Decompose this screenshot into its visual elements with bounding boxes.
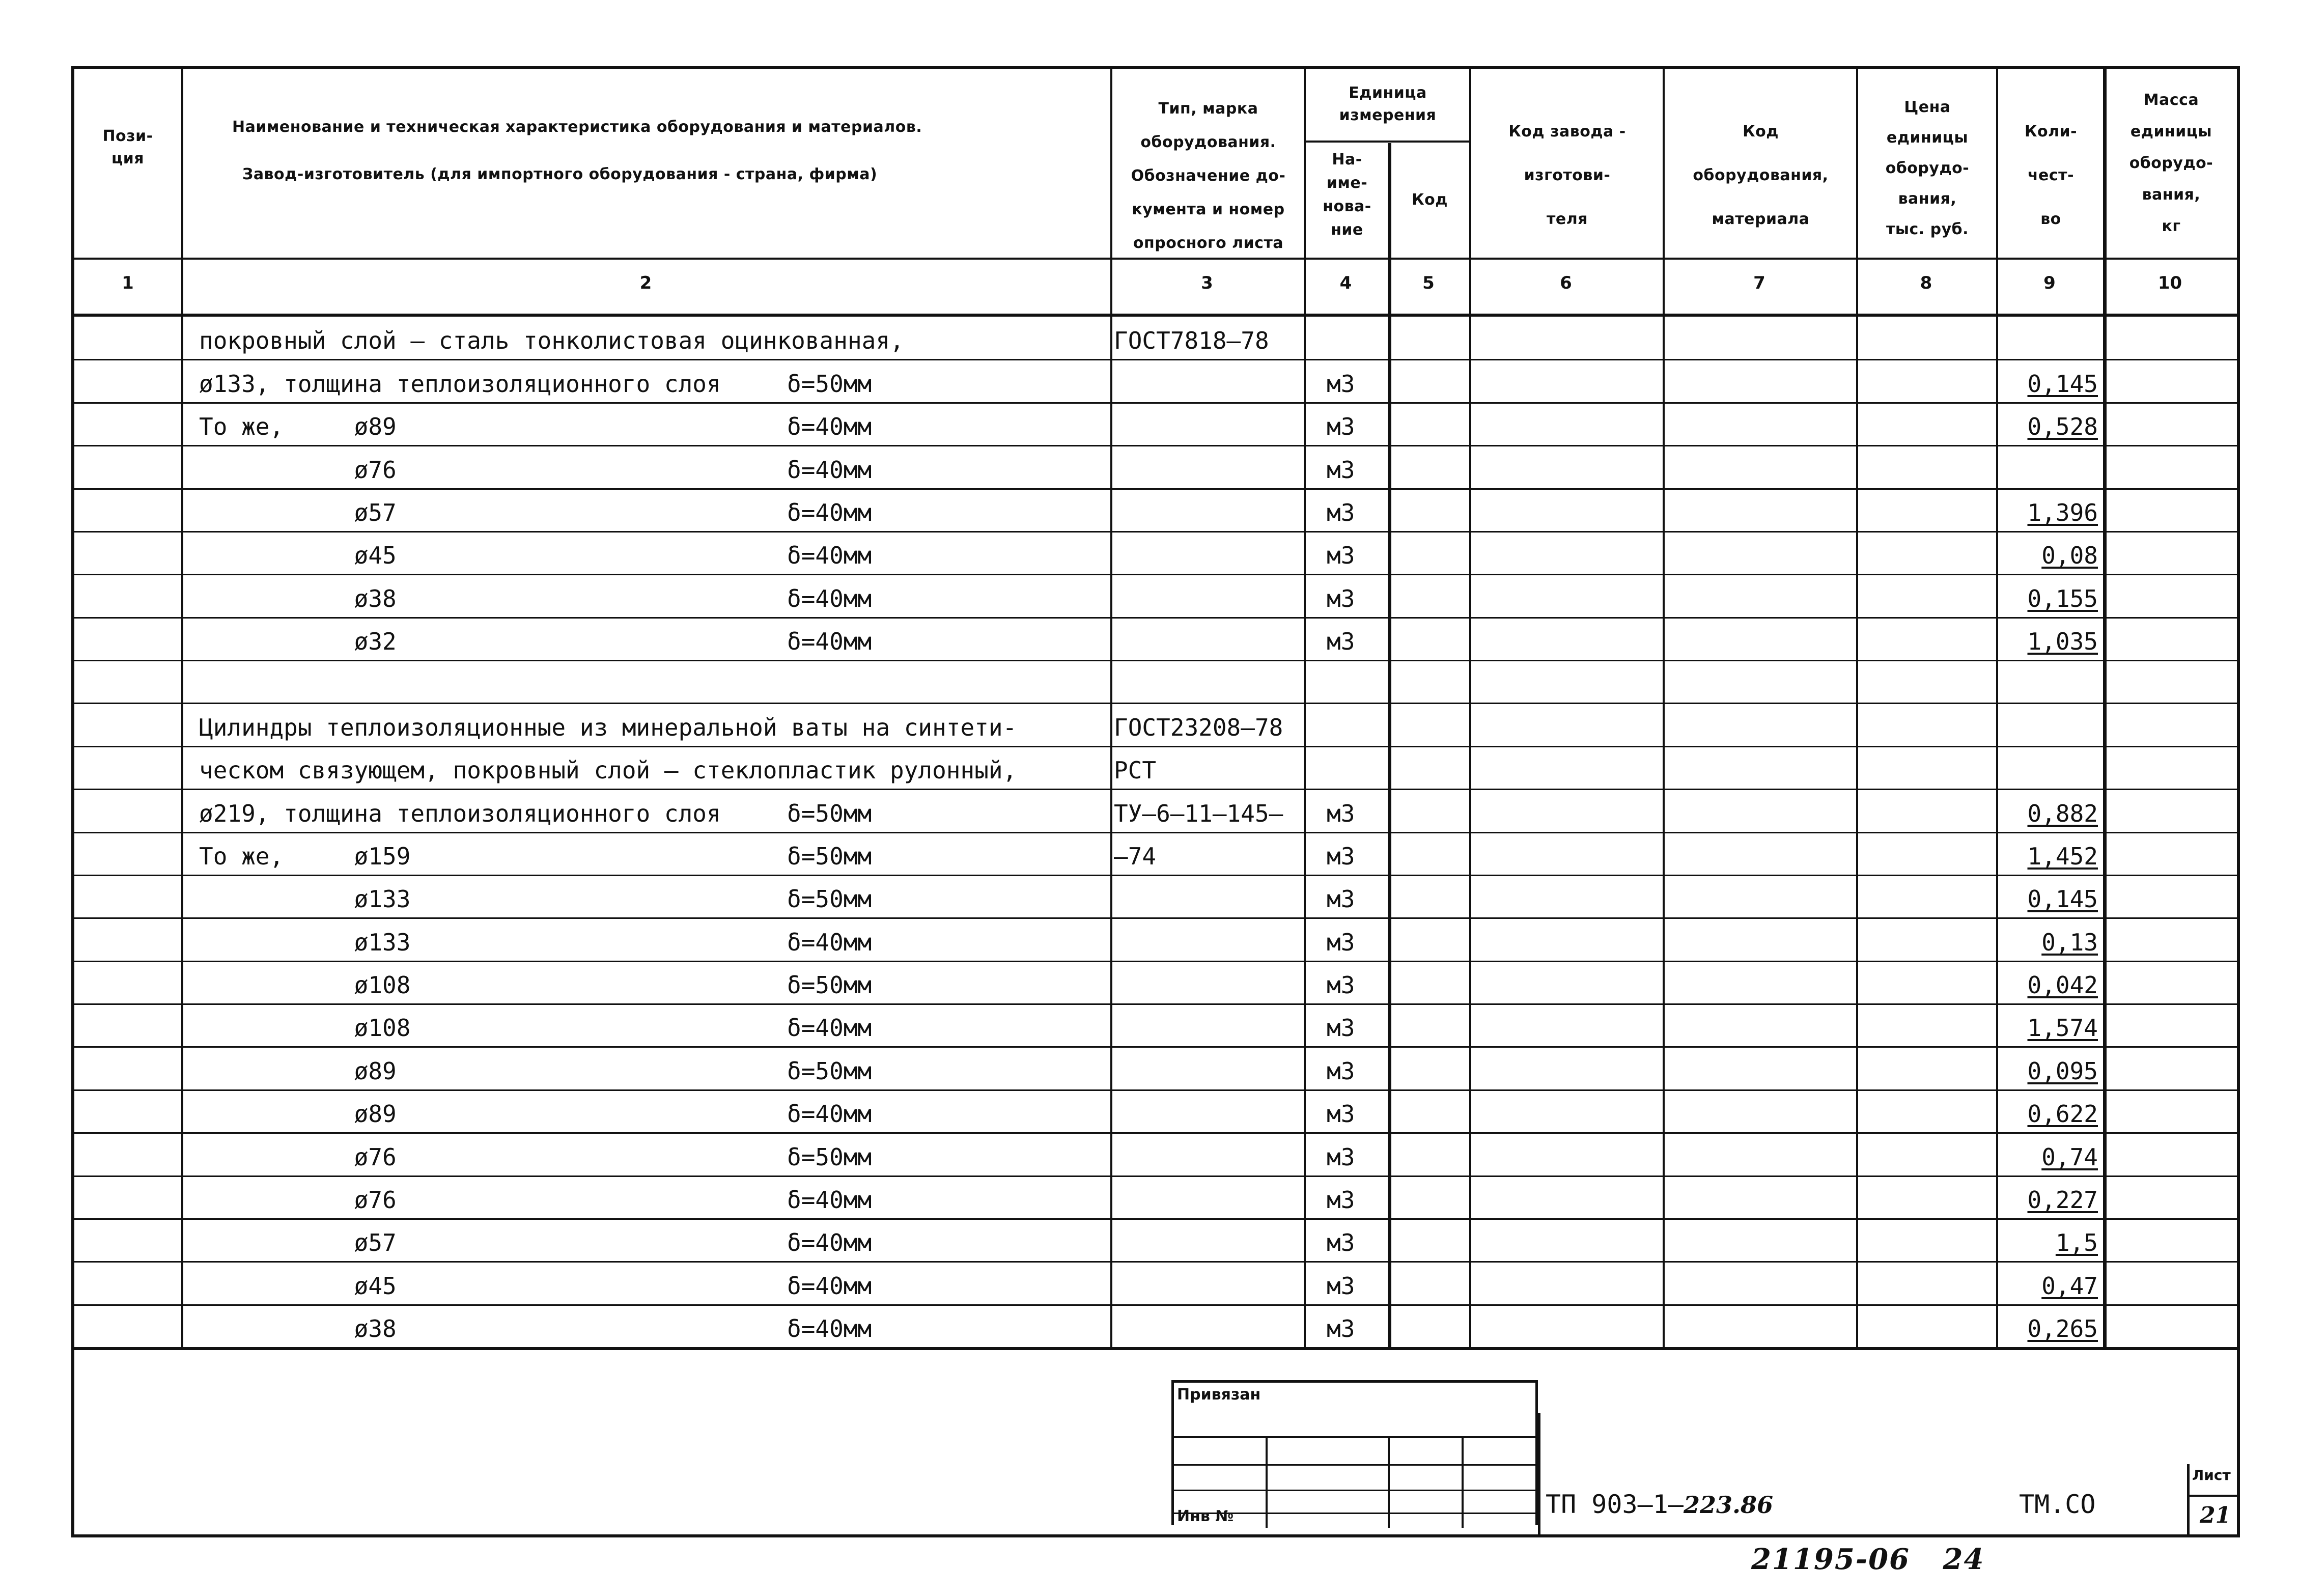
row-thickness: δ=40мм (787, 499, 872, 526)
col-divider (1469, 69, 1471, 1347)
row-unit: м3 (1327, 413, 1355, 440)
col-divider (2103, 69, 2107, 1347)
stamp-divider (2187, 1464, 2190, 1535)
row-divider (74, 1218, 2237, 1220)
stamp-divider (1462, 1436, 1464, 1528)
row-unit: м3 (1327, 800, 1355, 827)
row-thickness: δ=40мм (787, 929, 872, 956)
row-quantity: 0,622 (2027, 1100, 2098, 1128)
row-unit: м3 (1327, 843, 1355, 870)
row-thickness: δ=40мм (787, 1014, 872, 1042)
row-quantity: 0,08 (2041, 542, 2098, 569)
header-quantity: Коли- чест- во (2024, 123, 2078, 228)
row-name: ø38 (199, 1315, 397, 1342)
row-quantity: 0,145 (2027, 885, 2098, 913)
row-document: –74 (1114, 843, 1157, 870)
row-unit: м3 (1327, 1100, 1355, 1128)
row-unit: м3 (1327, 1315, 1355, 1342)
row-quantity: 1,574 (2027, 1014, 2098, 1042)
row-unit: м3 (1327, 1143, 1355, 1171)
header-mass: Масса единицы оборудо- вания, кг (2129, 91, 2213, 235)
row-divider (74, 703, 2237, 704)
row-unit: м3 (1327, 1229, 1355, 1256)
stamp-sheet-label: Лист (2192, 1467, 2231, 1483)
row-divider (74, 574, 2237, 575)
row-name: покровный слой – сталь тонколистовая оцинкованная, (199, 327, 904, 354)
header-position: Пози- ция (102, 127, 153, 167)
colnum-9: 9 (2043, 273, 2056, 293)
row-name: ø76 (199, 1186, 397, 1214)
colnum-8: 8 (1920, 273, 1932, 293)
row-quantity: 0,145 (2027, 370, 2098, 398)
row-name: ø89 (199, 1100, 397, 1128)
col-divider (1663, 69, 1665, 1347)
row-name: ø45 (199, 1272, 397, 1300)
row-quantity: 0,74 (2041, 1143, 2098, 1171)
header-equipment-code: Код оборудования, материала (1693, 123, 1829, 228)
colnum-3: 3 (1201, 273, 1213, 293)
row-name: ø133 (199, 885, 411, 913)
row-document: ТУ–6–11–145– (1114, 800, 1283, 827)
stamp-line (1174, 1490, 1535, 1491)
drawing-sheet (71, 66, 2240, 1537)
row-quantity: 0,095 (2027, 1057, 2098, 1085)
row-divider (74, 531, 2237, 533)
header-factory-code: Код завода - изготови- теля (1508, 123, 1626, 228)
row-unit: м3 (1327, 456, 1355, 484)
row-document: ГОСТ7818–78 (1114, 327, 1269, 354)
row-divider (74, 488, 2237, 490)
row-unit: м3 (1327, 1186, 1355, 1214)
header-unit-group: Единица измерения (1339, 84, 1437, 124)
header-name-line1 (125, 116, 1110, 138)
colnum-2: 2 (639, 273, 652, 293)
row-unit: м3 (1327, 542, 1355, 569)
row-quantity: 1,396 (2027, 499, 2098, 526)
stamp-divider (1266, 1436, 1268, 1528)
row-quantity: 0,155 (2027, 585, 2098, 612)
stamp-line (1174, 1436, 1535, 1438)
row-thickness: δ=50мм (787, 885, 872, 913)
row-divider (74, 1175, 2237, 1177)
row-divider (74, 746, 2237, 747)
colnum-4: 4 (1339, 273, 1352, 293)
row-thickness: δ=50мм (787, 1057, 872, 1085)
row-unit: м3 (1327, 585, 1355, 612)
row-thickness: δ=40мм (787, 628, 872, 655)
row-name: То же, ø89 (199, 413, 397, 440)
row-name: ø32 (199, 628, 397, 655)
row-name: ческом связующем, покровный слой – стеклопластик рулонный, (199, 757, 1017, 784)
header-price: Цена единицы оборудо- вания, тыс. руб. (1885, 98, 1970, 238)
stamp-doc-code (1546, 1490, 1773, 1519)
row-quantity: 1,5 (2055, 1229, 2098, 1256)
row-quantity: 0,13 (2041, 929, 2098, 956)
row-unit: м3 (1327, 1057, 1355, 1085)
row-thickness: δ=40мм (787, 542, 872, 569)
row-divider (74, 1132, 2237, 1134)
row-divider (74, 1304, 2237, 1306)
row-name: ø133, толщина теплоизоляционного слоя (199, 370, 721, 398)
row-unit: м3 (1327, 1014, 1355, 1042)
unit-group-divider (1304, 141, 1469, 143)
footer-handwritten-number: 21195-06 24 (1751, 1543, 1985, 1576)
header-name-line2 (125, 163, 1110, 186)
header-name-text2: Завод-изготовитель (для импортного оборудования - страна, фирма) (242, 165, 878, 183)
row-thickness: δ=40мм (787, 1186, 872, 1214)
header-type: Тип, марка оборудования. Обозначение до- кумента и номер опросного листа (1131, 100, 1286, 252)
row-thickness: δ=50мм (787, 843, 872, 870)
colnum-7: 7 (1753, 273, 1765, 293)
row-quantity: 0,265 (2027, 1315, 2098, 1342)
row-name: ø108 (199, 971, 411, 999)
row-thickness: δ=40мм (787, 456, 872, 484)
row-thickness: δ=40мм (787, 413, 872, 440)
row-name: ø133 (199, 929, 411, 956)
doc-code-handwritten: 223.86 (1683, 1491, 1773, 1519)
row-unit: м3 (1327, 499, 1355, 526)
row-name: Цилиндры теплоизоляционные из минеральной ваты на синтети- (199, 714, 1017, 741)
row-name: ø108 (199, 1014, 411, 1042)
row-divider (74, 359, 2237, 360)
row-unit: м3 (1327, 370, 1355, 398)
row-divider (74, 1261, 2237, 1263)
row-quantity: 0,47 (2041, 1272, 2098, 1300)
row-unit: м3 (1327, 929, 1355, 956)
row-thickness: δ=50мм (787, 1143, 872, 1171)
row-thickness: δ=50мм (787, 800, 872, 827)
row-name: ø57 (199, 499, 397, 526)
row-name: ø76 (199, 456, 397, 484)
row-name: То же, ø159 (199, 843, 411, 870)
stamp-divider (1388, 1436, 1390, 1528)
row-name: ø57 (199, 1229, 397, 1256)
header-name-text1: Наименование и техническая характеристика оборудования и материалов. (232, 118, 922, 136)
row-unit: м3 (1327, 628, 1355, 655)
row-quantity: 0,882 (2027, 800, 2098, 827)
row-unit: м3 (1327, 1272, 1355, 1300)
header-unit-name: На- име- нова- ние (1323, 151, 1371, 239)
row-divider (74, 789, 2237, 790)
row-name: ø38 (199, 585, 397, 612)
header-unit-code: Код (1412, 191, 1448, 209)
row-quantity: 0,528 (2027, 413, 2098, 440)
col-divider (1110, 69, 1112, 1347)
col-divider (1856, 69, 1858, 1347)
row-name: ø89 (199, 1057, 397, 1085)
colnum-1: 1 (122, 273, 134, 293)
row-divider (74, 402, 2237, 404)
colnum-5: 5 (1422, 273, 1435, 293)
row-divider (74, 917, 2237, 919)
row-quantity: 0,042 (2027, 971, 2098, 999)
colnum-10: 10 (2157, 273, 2182, 293)
row-document: РСТ (1114, 757, 1157, 784)
row-thickness: δ=50мм (787, 971, 872, 999)
col-divider (181, 69, 183, 1347)
stamp-mark: ТМ.СО (2019, 1490, 2096, 1519)
col-divider (1388, 143, 1391, 1347)
stamp-divider (1538, 1413, 1540, 1535)
row-quantity: 1,035 (2027, 628, 2098, 655)
row-thickness: δ=40мм (787, 1229, 872, 1256)
row-divider (74, 1003, 2237, 1005)
col-divider (1996, 69, 1998, 1347)
doc-code-prefix: ТП 903–1– (1546, 1490, 1684, 1519)
stamp-inv-label: Инв № (1177, 1507, 1234, 1525)
row-divider (74, 875, 2237, 876)
stamp-line (1174, 1464, 1535, 1466)
row-name: ø45 (199, 542, 397, 569)
row-thickness: δ=50мм (787, 370, 872, 398)
row-divider (74, 660, 2237, 661)
row-divider (74, 1089, 2237, 1091)
row-thickness: δ=40мм (787, 1315, 872, 1342)
row-thickness: δ=40мм (787, 1272, 872, 1300)
stamp-left-block (1171, 1380, 1538, 1525)
row-name: ø76 (199, 1143, 397, 1171)
stamp-line (2187, 1495, 2237, 1497)
row-divider (74, 1046, 2237, 1048)
row-thickness: δ=40мм (787, 585, 872, 612)
row-divider (74, 961, 2237, 962)
row-thickness: δ=40мм (787, 1100, 872, 1128)
stamp-bound-label: Привязан (1177, 1386, 1261, 1404)
row-name: ø219, толщина теплоизоляционного слоя (199, 800, 721, 827)
row-quantity: 0,227 (2027, 1186, 2098, 1214)
row-document: ГОСТ23208–78 (1114, 714, 1283, 741)
row-unit: м3 (1327, 885, 1355, 913)
colnum-bottom (74, 314, 2237, 317)
row-quantity: 1,452 (2027, 843, 2098, 870)
row-divider (74, 617, 2237, 619)
col-divider (1304, 69, 1306, 1347)
colnum-6: 6 (1560, 273, 1572, 293)
row-divider (74, 832, 2237, 833)
row-divider (74, 445, 2237, 446)
table-bottom (74, 1347, 2237, 1350)
stamp-sheet-number: 21 (2200, 1502, 2231, 1528)
row-unit: м3 (1327, 971, 1355, 999)
